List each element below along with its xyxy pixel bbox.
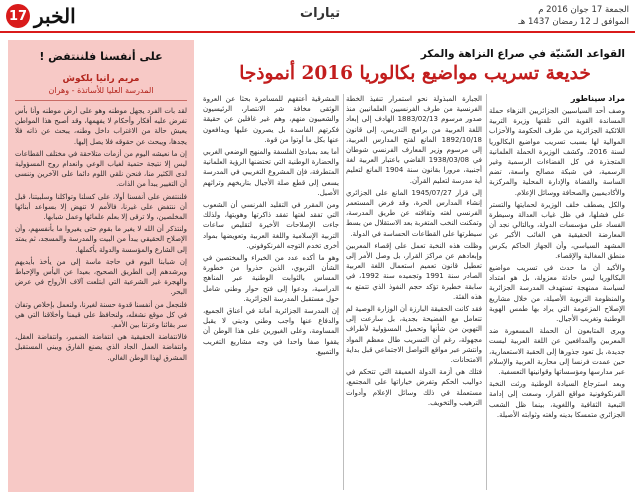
article-paragraph: والأكيد أن ما حدث في تسريب مواضيع البكالوريا ليس حادثة معزولة، بل هو امتداد لسياسة ممنهجة تستهدف المدرسة الجزائرية والمنظومة التربوية الأصيلة، من خلال مشاريع الإصلاح المزعومة التي يراد بها طمس الهوية الوطنية وتغريب الأجيال. bbox=[489, 264, 625, 324]
article-paragraph: وبعد استرجاع السيادة الوطنية ورثت النخبة الفرنكوفونية مواقع القرار، وسعت إلى إدامة التبعية الثقافية واللغوية، بينما ظل الشعب الجزائري متمسكا بدينه ولغته وثوابته الأصيلة. bbox=[489, 380, 625, 419]
article-paragraph: ومن المقرر في التقليد الفرنسي أن الشعوب التي تفقد لغتها تفقد ذاكرتها وهويتها، ولذلك جاءت الإصلاحات الأخيرة لتقليص ساعات التربية الإسلامية واللغة العربية وتعويضها بمواد أخرى تخدم التوجه الفرنكوفوني. bbox=[203, 201, 339, 250]
article-paragraph: المشرقية أعتقهم للمسامرة بحثا عن العروة الوثقى مخافة شر الانتصار، الرئيسيون والشعبيون منهم، وهم غير غافلين عن حقيقة فكرتهم الفاسدة بل يصرون عليها ويدافعون عنها بكل ما أوتوا من قوة. bbox=[203, 95, 339, 144]
article-paragraph: إلى قرار 1945/07/27 المانع على الجزائري إنشاء المدارس الحرة، وقد فرض المستعمر الفرنسي لغته وثقافته عن طريق المدرسة، وتمكنت النخب المتغربة بعد الاستقلال من بسط سيطرتها على القطاعات الحساسة في الدولة. bbox=[346, 188, 482, 238]
opinion-title: على أنفسنا فلننتفض ! bbox=[39, 50, 163, 63]
opinion-paragraph: فالانتفاضة الحقيقية هي انتفاضة الضمير، وانتفاضة العقل، وانتفاضة العمل الجاد الذي يصنع الفارق ويبني المستقبل المشرق لهذا الوطن الغالي. bbox=[15, 333, 187, 362]
article-paragraph: والكل يصطف خلف الوزيرة لحمايتها والتستر على فشلها، في ظل غياب العدالة وسيطرة الفساد على مؤسسات الدولة، وبالتالي نجد أن المعارضة الحقيقية هي الغائب الأكبر عن المشهد السياسي، وأن الجهاز الحاكم يكرس منطق المغالبة والإقصاء. bbox=[489, 200, 625, 260]
date-block bbox=[518, 4, 629, 28]
date-gregorian: الجمعة 17 جوان 2016 م bbox=[538, 5, 629, 15]
article-kicker: القواعد السّنيّة في صراع النزاهة والمكر bbox=[420, 48, 625, 60]
article-headline[interactable]: خديعة تسريب مواضيع بكالوريا 2016 أنموذجا bbox=[239, 63, 591, 84]
opinion-affiliation: المدرسة العليا للأساتذة - وهران bbox=[48, 86, 154, 95]
article-paragraph: أما بعد بمبادئ الفلسفة والمنهج الوضعي الغربي والحضارة الوطنية التي تحتضنها الرؤية العلمانية المتطرفة، فإن المشروع التغريبي في المدرسة يسعى إلى قطع صلة الأجيال بتاريخهم وتراثهم الأصيل. bbox=[203, 148, 339, 197]
opinion-author: مريم رانيا بلكوش bbox=[62, 74, 140, 84]
article-paragraph: الجبارة المبذولة نحو استمرار تنفيذ الخطة الفرنسية من طرف الفرنسيين العلمانيين منذ صدور مرسوم 1883/02/13 الهادف إلى إبعاد اللغة العربية من برامج التدريس، إلى قانون 1892/10/18 المانع لفتح المدارس العربية، إلى مرسوم وزير المعارف الفرنسي شوطان في 1938/03/08 القاضي باعتبار العربية لغة أجنبية، مرورا بقانون سنة 1904 المانع لتعليم أية مدرسة لتعليم القرآن. bbox=[346, 95, 482, 185]
article-paragraph: وهو ما أكده عدد من الخبراء والمختصين في الشأن التربوي، الذين حذروا من خطورة المساس بالثوابت الوطنية عبر المناهج الدراسية، ودعوا إلى فتح حوار وطني شامل حول مستقبل المدرسة الجزائرية. bbox=[203, 254, 339, 303]
article-paragraph: فقد كانت الحقيقة البارزة أن الوزارة الوصية لم تتعامل مع الفضيحة بجدية، بل سارعت إلى التهوين من شأنها وتحميل المسؤولية لأطراف مجهولة، رغم أن التسريب طال معظم المواد وانتشر عبر مواقع التواصل الاجتماعي قبل بداية الامتحانات. bbox=[346, 305, 482, 365]
article-paragraph: وصف أحد السياسيين الجزائريين النزهاء حملة المساندة القوية التي تلقتها وزيرة التربية اللائكية الجزائرية من طرف الحكومة والأحزاب الموالية لها بسبب تسريب مواضيع البكالوريا لسنة 2016، وكشف الوزيرة الحملة العلمانية المتجذرة في كل الفضاءات الرسمية وغير الرسمية، في شبكة مصالح واسعة، تضم الساسة والقضاة والإدارة المحلية والمركزية والأكاديميين والصحافة ووسائل الإعلام. bbox=[489, 107, 625, 197]
article-column-left bbox=[203, 94, 339, 494]
column-divider bbox=[486, 94, 487, 490]
opinion-paragraph: إن شبابنا اليوم في حاجة ماسة إلى من يأخذ بأيديهم ويرشدهم إلى الطريق الصحيح، بعيدا عن اليأس والإحباط والهجرة غير الشرعية التي ابتلعت آلاف الأرواح في عرض البحر. bbox=[15, 257, 187, 297]
opinion-paragraph: لقد بات الفرد يجهل موطنه وهو على أرض موطنه وأنا بأس تفرض عليه أفكار وأحكام لا يفهمها، وقد أصبح هذا المواطن يعيش حالة من الاغتراب داخل وطنه، يبحث عن ذاته فلا يجدها، ويبحث عن حقوقه فلا يصل إليها. bbox=[15, 107, 187, 146]
page-header bbox=[0, 0, 635, 34]
opinion-paragraph: فلنجعل من أنفسنا قدوة حسنة لغيرنا، ولنعمل بإخلاص وتفان في كل موقع نشغله، ولنحافظ على قيمنا وأخلاقنا التي هي سر بقائنا وعزتنا بين الأمم. bbox=[15, 300, 187, 330]
header-rule bbox=[0, 31, 635, 33]
article-paragraph: ويرى المتابعون أن الحملة المسعورة ضد المعربين والمدافعين عن اللغة العربية ليست جديدة، بل تعود جذورها إلى الحقبة الاستعمارية، حين عمدت فرنسا إلى محاربة العربية والإسلام عبر مدارسها ومؤسساتها وقوانينها التعسفية. bbox=[489, 327, 625, 377]
article-paragraph: فتلك هي أزمة الدولة العميقة التي تتحكم في دواليب الحكم وتفرض خياراتها على المجتمع، مستعملة في ذلك وسائل الإعلام وأدوات الترهيب والتخويف. bbox=[346, 368, 482, 407]
date-hijri: الموافق لـ 12 رمضان 1437 هـ bbox=[518, 17, 629, 27]
opinion-body bbox=[15, 106, 187, 363]
newspaper-logo: الخبر bbox=[34, 4, 76, 28]
opinion-divider bbox=[15, 100, 187, 101]
brand[interactable] bbox=[6, 3, 76, 29]
opinion-paragraph: إن ما نعيشه اليوم من أزمات متلاحقة في مختلف القطاعات ليس إلا نتيجة حتمية لغياب الوعي وانعدام روح المسؤولية لدى الكثير منا، فنحن نلقي اللوم دائما على الآخرين وننسى أن التغيير يبدأ من الذات. bbox=[15, 149, 187, 189]
section-title: تيارات bbox=[300, 6, 341, 21]
opinion-column bbox=[8, 40, 194, 492]
article-column-right bbox=[489, 106, 625, 494]
article-byline: مراد سيناطور bbox=[570, 94, 625, 103]
column-divider bbox=[343, 94, 344, 490]
article-paragraph: وظلت هذه النخبة تعمل على إقصاء المعربين وإبعادهم عن مراكز القرار، بل وصل الأمر إلى تعطيل قانون تعميم استعمال اللغة العربية الصادر سنة 1991 وتجميده سنة 1992، في سابقة خطيرة تؤكد حجم النفوذ الذي تتمتع به هذه الفئة. bbox=[346, 241, 482, 301]
article-column-middle bbox=[346, 94, 482, 494]
opinion-paragraph: فلننتفض على أنفسنا أولا، على كسلنا وتواكلنا وسلبيتنا، قبل أن ننتفض على غيرنا، فالأمم لا تنهض إلا بسواعد أبنائها المخلصين، ولا ترقى إلا بعلم علمائها وعمل شبابها. bbox=[15, 192, 187, 222]
page-number-badge: 17 bbox=[6, 4, 30, 28]
opinion-paragraph: ولنتذكر أن الله لا يغير ما بقوم حتى يغيروا ما بأنفسهم، وأن الإصلاح الحقيقي يبدأ من البيت والمدرسة والمسجد، ثم يمتد إلى الشارع والمؤسسة والدولة بأكملها. bbox=[15, 225, 187, 254]
article-paragraph: إن المدرسة الجزائرية أمانة في أعناق الجميع، والدفاع عنها واجب وطني وديني لا يقبل المساومة، وعلى الغيورين على هذا الوطن أن يقفوا صفا واحدا في وجه مشاريع التغريب والتمييع. bbox=[203, 307, 339, 356]
